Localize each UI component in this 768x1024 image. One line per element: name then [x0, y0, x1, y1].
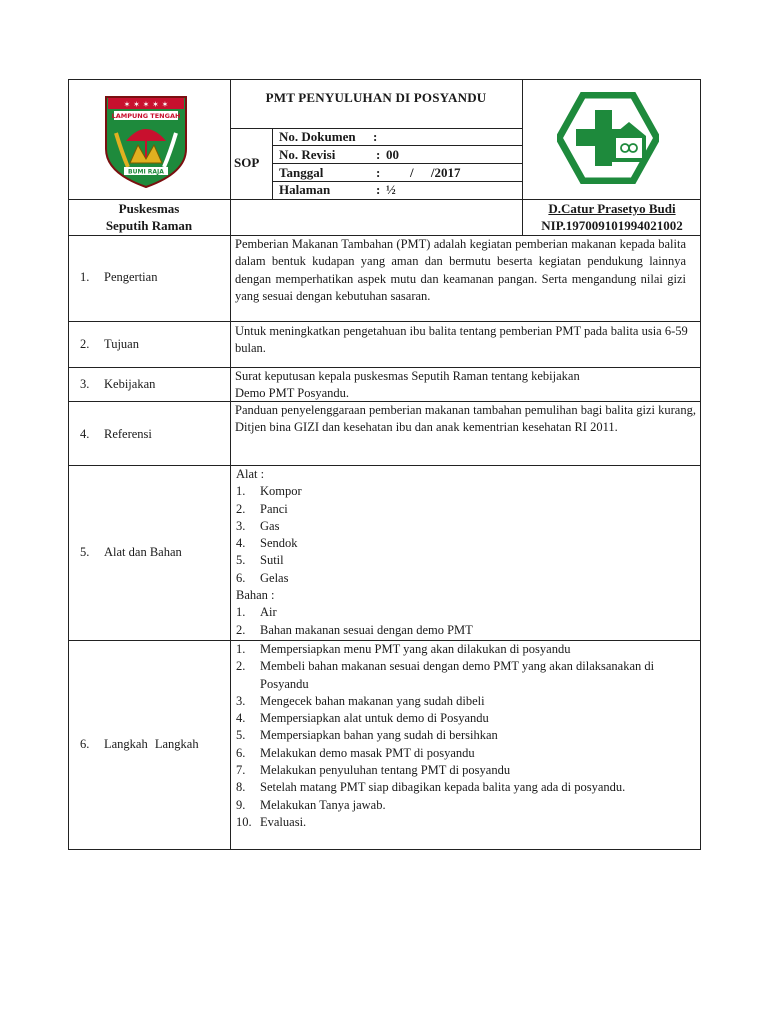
row-label-kebijakan: [80, 377, 155, 392]
column-divider: [230, 79, 231, 849]
bahan-list: [236, 604, 696, 639]
doc-field-label: Tanggal: [279, 165, 324, 180]
doc-field-sep: :: [373, 129, 378, 144]
doc-field-value: 00: [386, 147, 399, 162]
row1-bottom: [68, 321, 701, 322]
list-item: 1. Air: [236, 605, 277, 620]
alat-heading: Alat :: [236, 467, 265, 481]
row-content-alat-bahan: [236, 466, 696, 639]
list-item: 3. Mengecek bahan makanan yang sudah dibeli: [236, 693, 485, 708]
row-number: 2.: [80, 337, 90, 351]
row-number: 3.: [80, 377, 90, 391]
org-name-line2: Seputih Raman: [105, 218, 193, 233]
health-cross-icon: [557, 92, 659, 184]
row-label: Alat dan Bahan: [104, 545, 182, 559]
row-label: Referensi: [104, 427, 152, 441]
list-item: 1. Mempersiapkan menu PMT yang akan dilakukan di posyandu: [236, 642, 571, 656]
table-border-bottom: [68, 849, 701, 850]
list-item: 6. Gelas: [236, 570, 289, 585]
list-item: 6. Melakukan demo masak PMT di posyandu: [236, 745, 475, 760]
sop-label: SOP: [234, 155, 260, 170]
row-label: Tujuan: [104, 337, 139, 351]
regency-shield-icon: [98, 93, 194, 189]
list-item: 2. Bahan makanan sesuai dengan demo PMT: [236, 622, 473, 637]
table-border-right: [700, 79, 701, 849]
list-item: 9. Melakukan Tanya jawab.: [236, 797, 386, 812]
org-name: [68, 200, 230, 234]
logo-banner-top: LAMPUNG TENGAH: [111, 112, 181, 120]
row-number: 4.: [80, 427, 90, 441]
doc-field-sep: :: [376, 165, 381, 180]
kebijakan-line-1: Surat keputusan kepala puskesmas Seputih Raman tentang kebijakan: [235, 369, 580, 383]
row-content-pengertian: Pemberian Makanan Tambahan (PMT) adalah kegiatan pemberian makanan kepada balita dalam bentuk kudapan yang aman dan bermutu beserta kegiatan pendukung lainnya dengan memperhatikan aspek mutu dan keamanan pangan. Serta mengandung nilai gizi yang sesuai dengan kebutuhan sasaran.: [235, 237, 686, 303]
logo-banner-bottom: BUMI RAJA: [128, 168, 164, 176]
puskesmas-logo: [557, 92, 659, 184]
doc-field-label: No. Revisi: [279, 147, 336, 162]
list-item: 2. Panci: [236, 501, 288, 516]
list-item: 5. Mempersiapkan bahan yang sudah di bersihkan: [236, 728, 498, 743]
field-divider-2: [273, 163, 522, 164]
list-item: 5. Sutil: [236, 553, 284, 568]
sop-divider: [272, 128, 273, 199]
alat-list: [236, 483, 696, 587]
signatory-name: D.Catur Prasetyo Budi: [548, 201, 676, 216]
list-item: 10. Evaluasi.: [236, 814, 307, 829]
list-item: 7. Melakukan penyuluhan tentang PMT di posyandu: [236, 763, 511, 778]
row-content-tujuan: Untuk meningkatkan pengetahuan ibu balita tentang pemberian PMT pada balita usia 6-59 bulan.: [235, 324, 688, 356]
row-label-referensi: [80, 427, 152, 442]
doc-field-label: No. Dokumen: [279, 129, 356, 144]
doc-field-sep: :: [376, 147, 381, 162]
table-border-left: [68, 79, 69, 849]
list-item: 2. Membeli bahan makanan sesuai dengan demo PMT yang akan dilaksanakan di Posyandu: [236, 659, 655, 691]
document-title: PMT PENYULUHAN DI POSYANDU: [265, 90, 487, 105]
row-number: 5.: [80, 545, 90, 559]
row-number: 6.: [80, 737, 90, 751]
bahan-heading: Bahan :: [236, 588, 275, 603]
regency-logo: [98, 93, 194, 189]
row-label: Langkah Langkah: [104, 737, 199, 751]
field-divider-1: [273, 145, 522, 146]
kebijakan-line-2: Demo PMT Posyandu.: [235, 386, 350, 401]
list-item: 4. Sendok: [236, 536, 298, 551]
row-label: Kebijakan: [104, 377, 156, 391]
row-label-pengertian: [80, 270, 157, 285]
doc-field-sep: :: [376, 182, 381, 197]
doc-field-value: ½: [386, 182, 396, 197]
doc-field-value: / /2017: [410, 165, 461, 180]
table-border-top: [68, 79, 701, 80]
row-label-alat-bahan: [80, 545, 182, 560]
org-name-line1: Puskesmas: [118, 201, 180, 216]
steps-list: [236, 641, 666, 831]
doc-field-label: Halaman: [279, 182, 331, 197]
list-item: 3. Gas: [236, 518, 280, 533]
row-content-kebijakan: [235, 368, 698, 403]
row-number: 1.: [80, 270, 90, 284]
row-label-tujuan: [80, 337, 139, 352]
signatory: [522, 200, 702, 234]
svg-text:✶ ✶ ✶ ✶ ✶: ✶ ✶ ✶ ✶ ✶: [123, 100, 169, 109]
list-item: 8. Setelah matang PMT siap dibagikan kepada balita yang ada di posyandu.: [236, 780, 626, 795]
row-content-referensi: Panduan penyelenggaraan pemberian makanan tambahan pemulihan bagi balita gizi kurang, Ditjen bina GIZI dan kesehatan ibu dan anak kementrian kesehatan RI 2011.: [235, 403, 696, 435]
row-content-langkah: [236, 641, 666, 831]
signatory-nip: NIP.197009101994021002: [541, 218, 683, 233]
row-label-langkah: [80, 737, 199, 752]
list-item: 1. Kompor: [236, 484, 302, 499]
row-label: Pengertian: [104, 270, 158, 284]
list-item: 4. Mempersiapkan alat untuk demo di Posyandu: [236, 711, 489, 726]
